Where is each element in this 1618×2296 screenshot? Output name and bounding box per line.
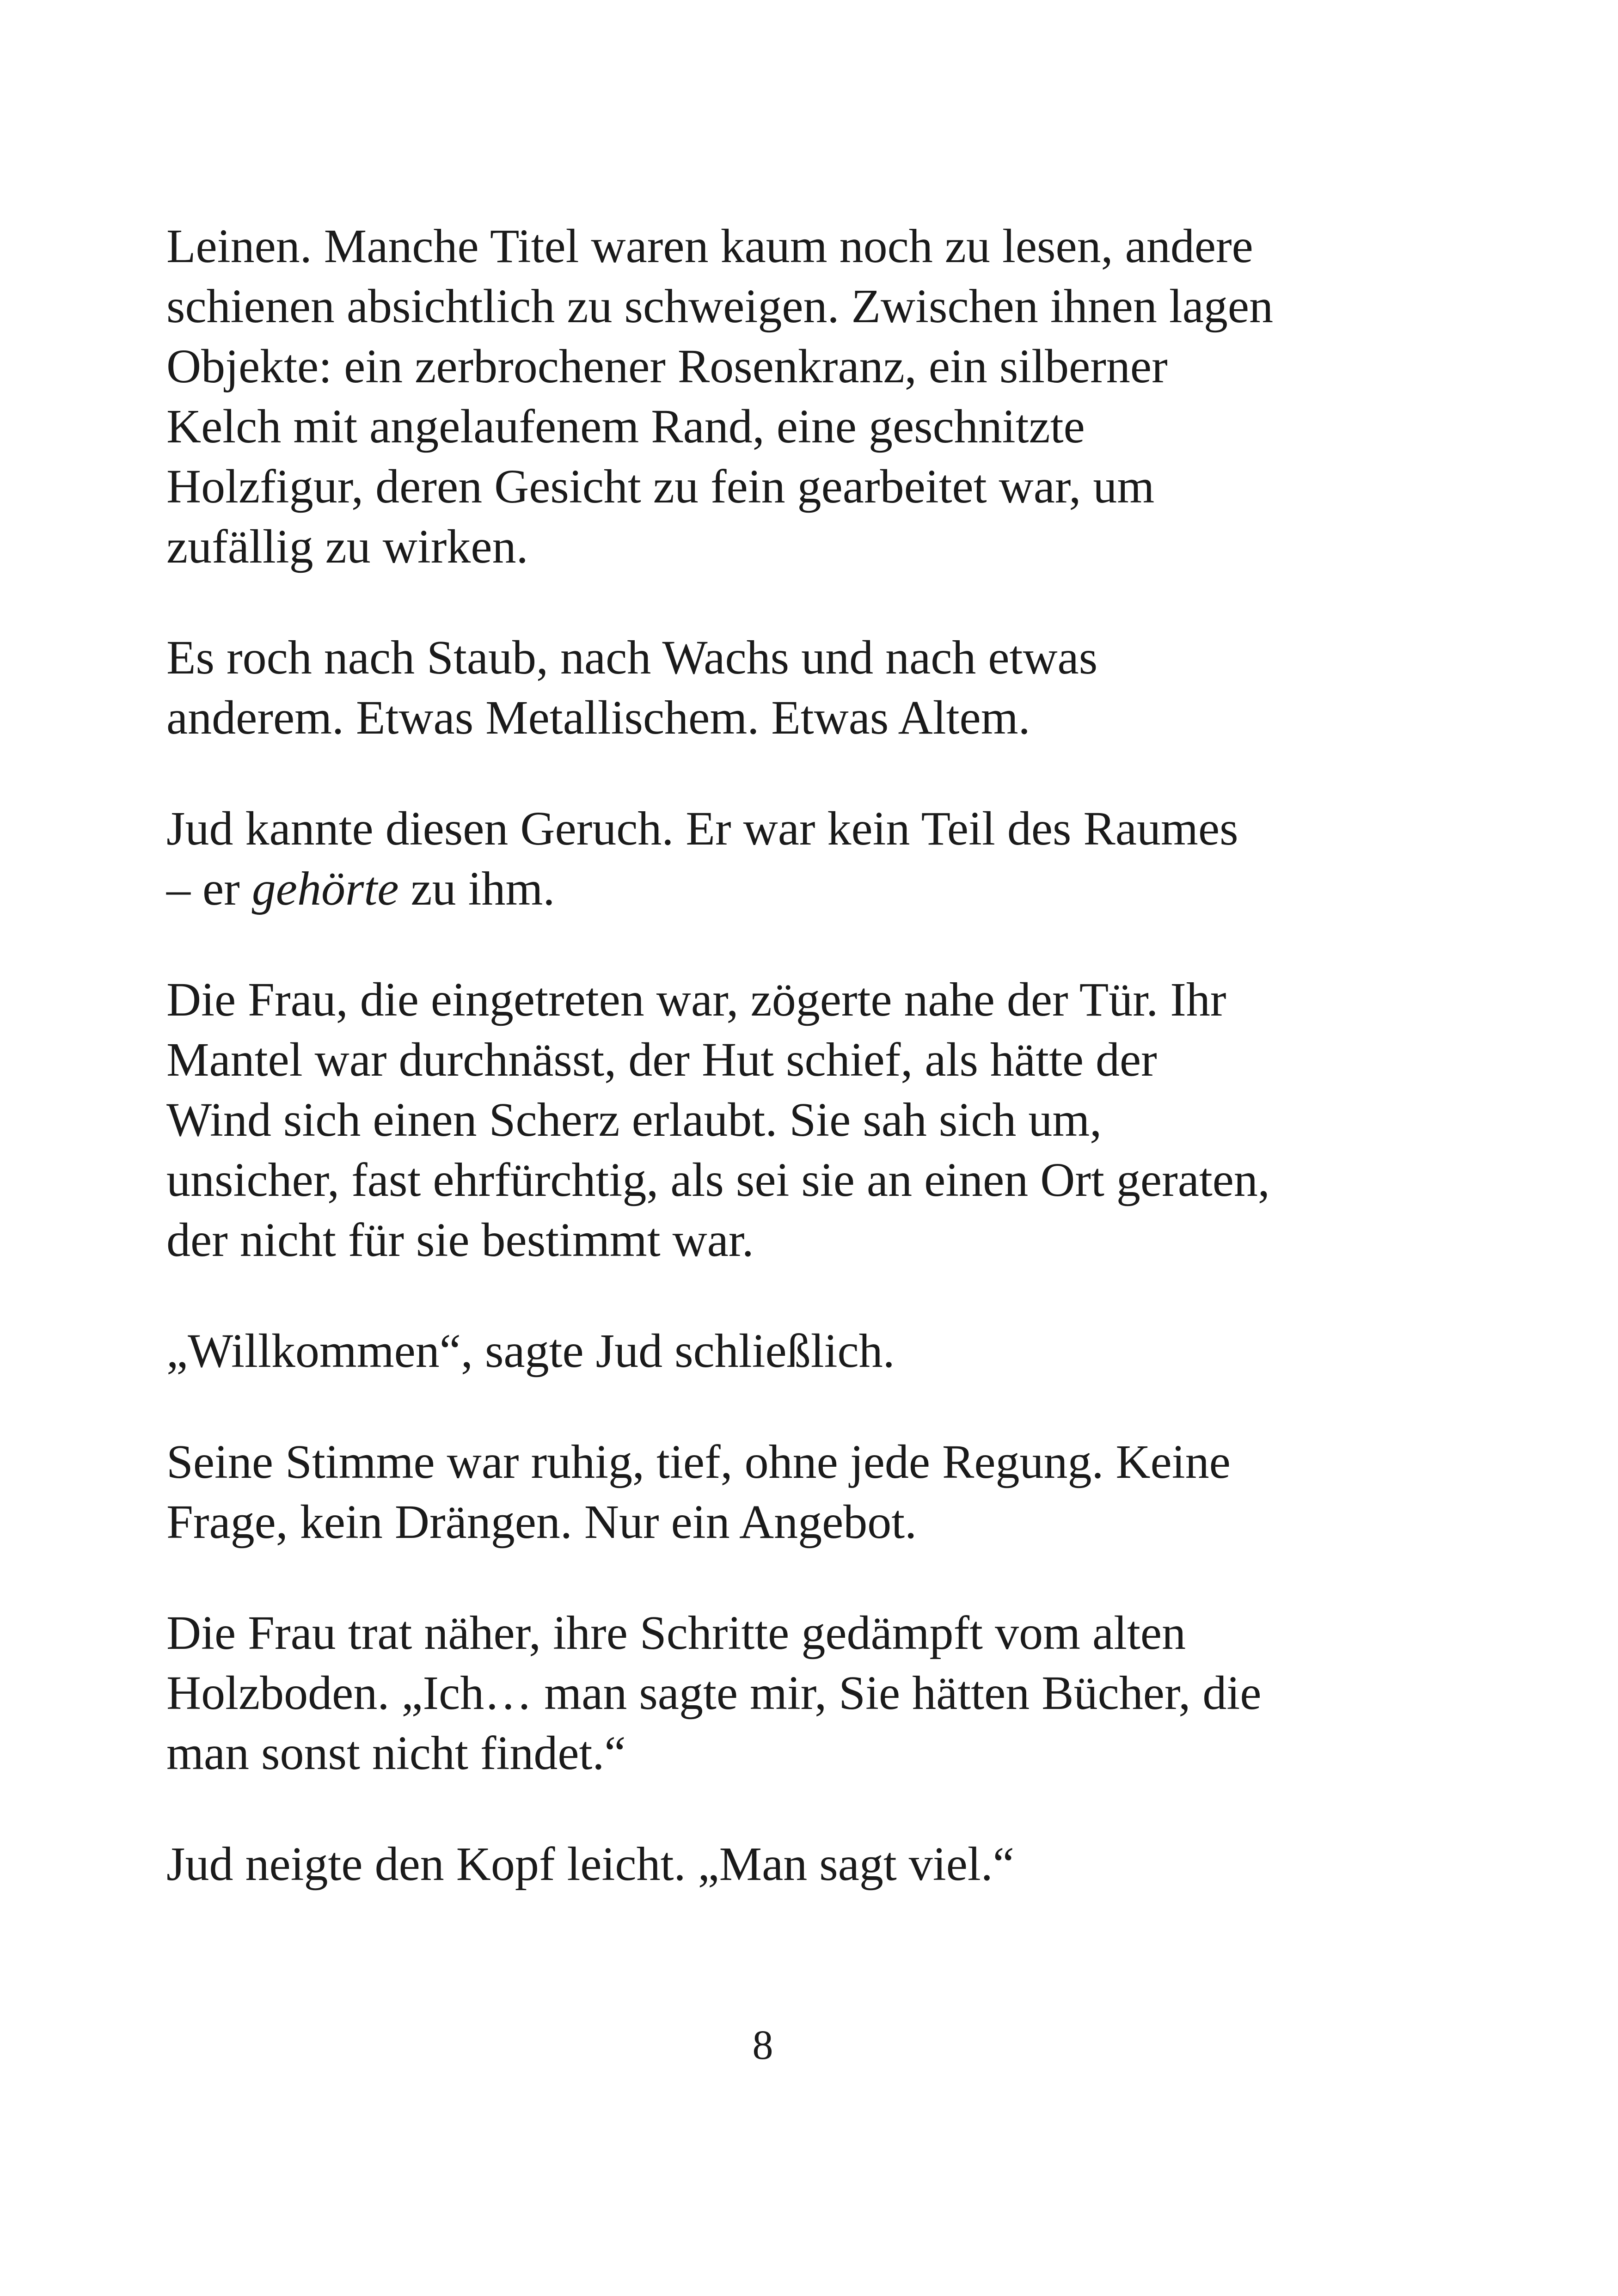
body-text — [166, 216, 1433, 1945]
paragraph-7: Die Frau trat näher, ihre Schritte gedämpft vom alten Holzboden. „Ich… man sagte mir, Sie hätten Bücher, die man sonst nicht findet.“ — [166, 1606, 1262, 1780]
paragraph-4: Die Frau, die eingetreten war, zögerte nahe der Tür. Ihr Mantel war durchnässt, der Hut schief, als hätte der Wind sich einen Scherz erlaubt. Sie sah sich um, unsicher, fast ehrfürchtig, als sei sie an einen Ort geraten, der nicht für sie bestimmt war. — [166, 973, 1270, 1267]
paragraph-3-before: Jud kannte diesen Geruch. Er war kein Teil des Raumes – er — [166, 802, 1238, 915]
paragraph-3 — [166, 799, 1433, 919]
page-number: 8 — [752, 2022, 773, 2068]
paragraph-3-after: zu ihm. — [398, 862, 555, 915]
paragraph-2: Es roch nach Staub, nach Wachs und nach etwas anderem. Etwas Metallischem. Etwas Altem. — [166, 631, 1098, 744]
paragraph-8: Jud neigte den Kopf leicht. „Man sagt viel.“ — [166, 1837, 1014, 1891]
paragraph-6: Seine Stimme war ruhig, tief, ohne jede Regung. Keine Frage, kein Drängen. Nur ein Angebot. — [166, 1435, 1231, 1549]
paragraph-1: Leinen. Manche Titel waren kaum noch zu lesen, andere schienen absichtlich zu schweigen. Zwischen ihnen lagen Objekte: ein zerbrochener Rosenkranz, ein silberner Kelch mit angelaufenem Rand, eine geschnitzte Holzfigur, deren Gesicht zu fein gearbeitet war, um zufällig zu wirken. — [166, 220, 1274, 573]
emphasized-word: gehörte — [251, 862, 399, 915]
paragraph-5: „Willkommen“, sagte Jud schließlich. — [166, 1324, 895, 1378]
